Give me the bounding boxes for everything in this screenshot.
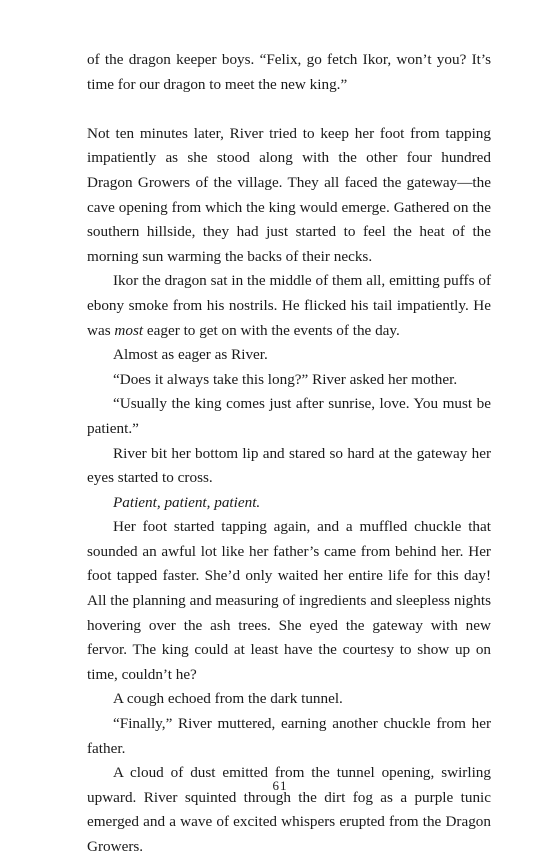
paragraph: “Does it always take this long?” River asked her mother. [113,370,458,388]
paragraph: “Finally,” River muttered, earning another chuckle from her father. [87,715,491,757]
emphasis-text: most [114,321,144,339]
paragraph: Her foot started tapping again, and a muffled chuckle that sounded an awful lot like her father’s came from behind her. Her foot tapped faster. She’d only waited her entire life for this day! All the planning and measuring of ingredients and sleepless nights hovering over the ash trees. She eyed the gateway with new fervor. The king could at least have the courtesy to show up on time, couldn’t he? [87,518,491,683]
paragraph: “Usually the king comes just after sunrise, love. You must be patient.” [87,395,491,437]
paragraph: Almost as eager as River. [113,346,268,364]
page-number: 61 [272,778,288,793]
paragraph [87,269,491,343]
paragraph-text: eager to get on with the events of the day. [143,321,400,339]
paragraph: River bit her bottom lip and stared so hard at the gateway her eyes started to cross. [87,444,491,487]
paragraph: A cough echoed from the dark tunnel. [113,690,343,708]
paragraph: Not ten minutes later, River tried to keep her foot from tapping impatiently as she stood along with the other four hundred Dragon Growers of the village. They all faced the gateway—the cave opening from which the king would emerge. Gathered on the southern hillside, they had just started to feel the heat of the morning sun warming the backs of their necks. [87,124,491,265]
paragraph: of the dragon keeper boys. “Felix, go fetch Ikor, won’t you? It’s time for our dragon to meet the new king.” [87,51,491,93]
body-text [87,48,491,860]
italic-thought: Patient, patient, patient. [113,493,261,511]
paragraph [87,491,491,516]
paragraph: A cloud of dust emitted from the tunnel opening, swirling upward. River squinted through the dirt fog as a purple tunic emerged and a wave of excited whispers erupted from the Dragon Growers. [87,764,491,855]
paragraph-text: Ikor the dragon sat in the middle of them all, emitting puffs of ebony smoke from his nostrils. He flicked his tail impatiently. He was [87,272,491,339]
